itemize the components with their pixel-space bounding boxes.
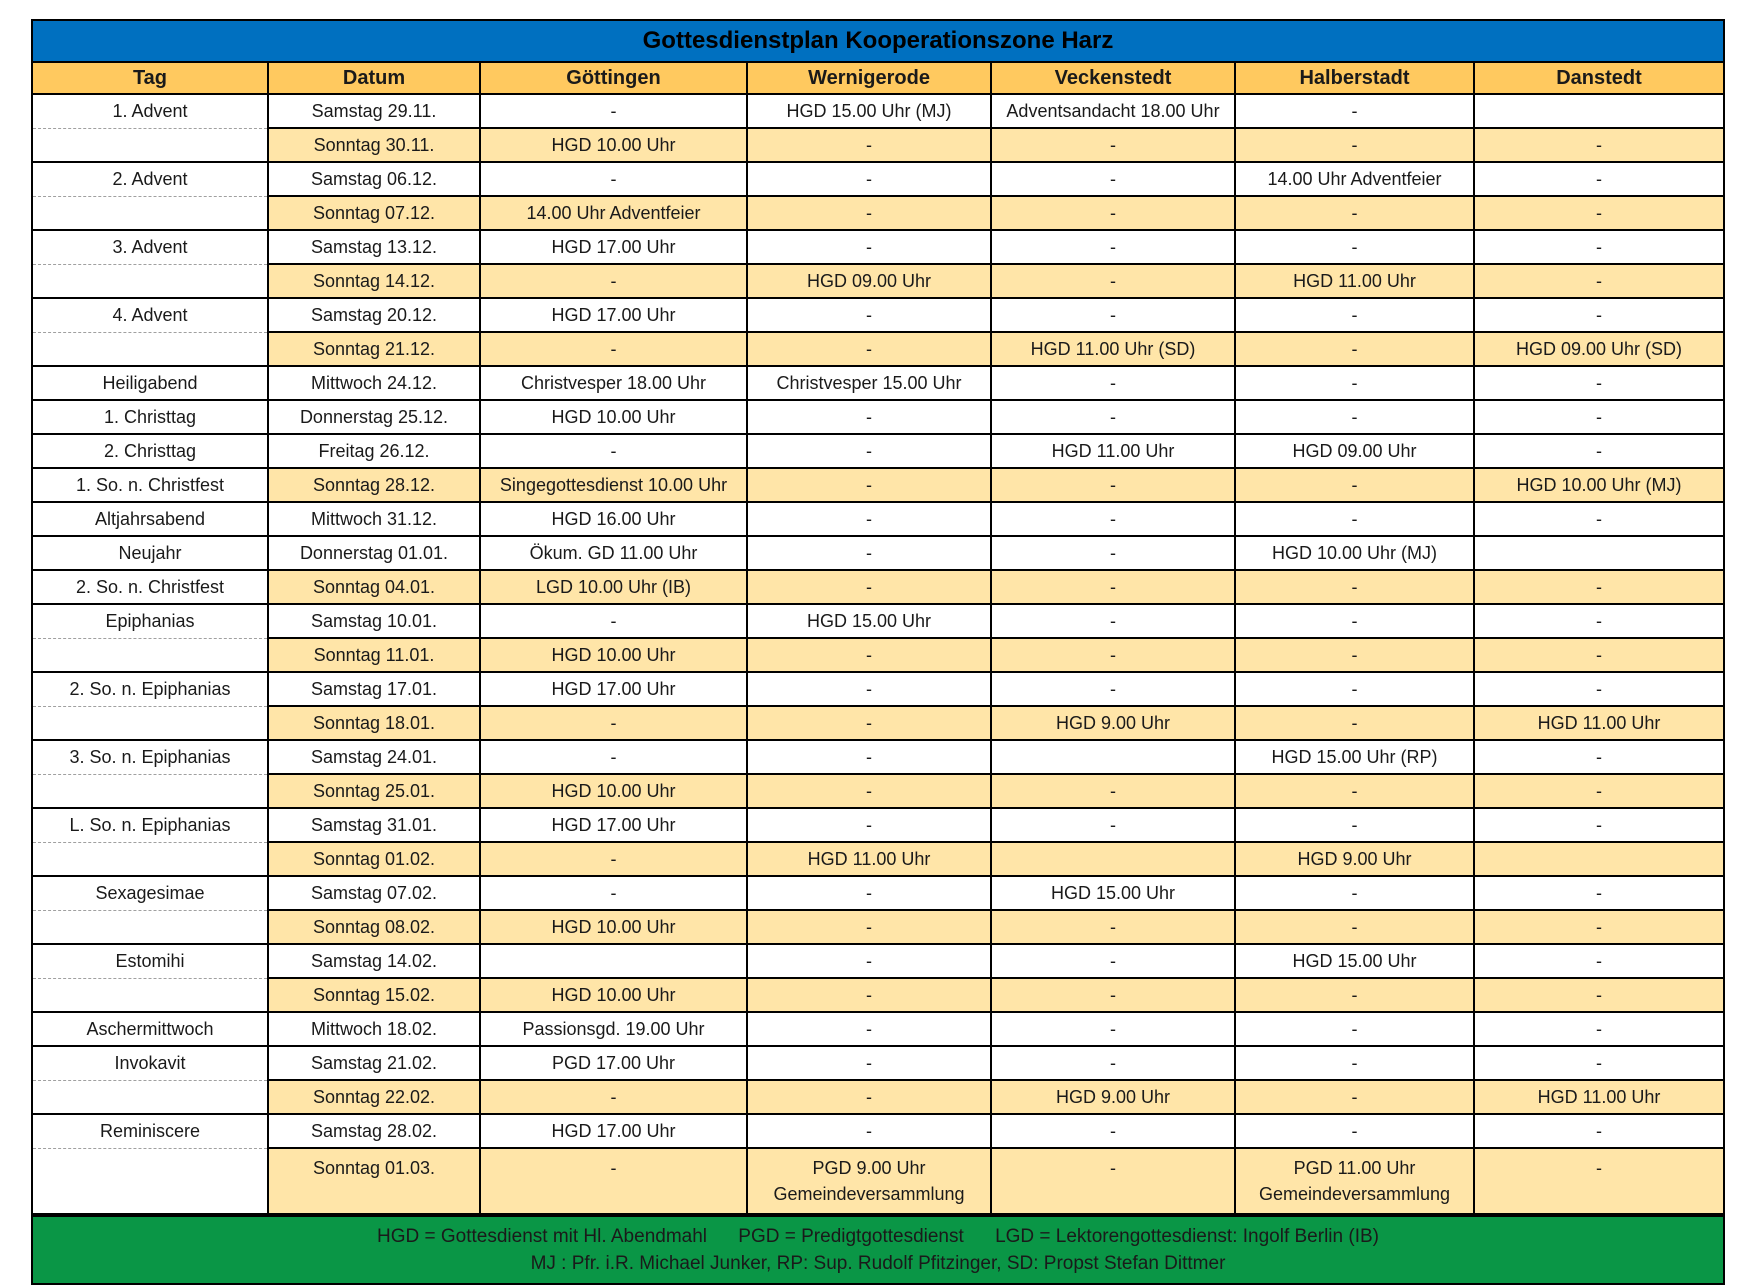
cell-goettingen: - — [480, 842, 747, 876]
cell-halberstadt: - — [1235, 332, 1474, 366]
table-row — [33, 264, 1723, 298]
table-row — [33, 366, 1723, 400]
cell-goettingen: Singegottesdienst 10.00 Uhr — [480, 468, 747, 502]
header-datum: Datum — [268, 63, 480, 94]
cell-wernigerode: - — [747, 230, 991, 264]
cell-veckenstedt: - — [991, 570, 1235, 604]
cell-veckenstedt: - — [991, 162, 1235, 196]
cell-wernigerode: - — [747, 808, 991, 842]
cell-veckenstedt: - — [991, 196, 1235, 230]
table-row — [33, 1012, 1723, 1046]
cell-goettingen: Christvesper 18.00 Uhr — [480, 366, 747, 400]
cell-tag: Reminiscere — [33, 1114, 268, 1148]
cell-veckenstedt: HGD 15.00 Uhr — [991, 876, 1235, 910]
cell-datum: Samstag 24.01. — [268, 740, 480, 774]
cell-halberstadt: HGD 09.00 Uhr — [1235, 434, 1474, 468]
cell-tag: Heiligabend — [33, 366, 268, 400]
cell-wernigerode: - — [747, 468, 991, 502]
cell-wernigerode: - — [747, 638, 991, 672]
cell-goettingen: HGD 16.00 Uhr — [480, 502, 747, 536]
cell-wernigerode: - — [747, 1080, 991, 1114]
table-row — [33, 842, 1723, 876]
cell-veckenstedt: - — [991, 366, 1235, 400]
cell-danstedt: - — [1474, 944, 1723, 978]
cell-tag — [33, 264, 268, 298]
cell-datum: Samstag 20.12. — [268, 298, 480, 332]
cell-veckenstedt: - — [991, 1012, 1235, 1046]
cell-wernigerode: - — [747, 1046, 991, 1080]
cell-datum: Samstag 31.01. — [268, 808, 480, 842]
cell-danstedt: - — [1474, 808, 1723, 842]
cell-danstedt: - — [1474, 1046, 1723, 1080]
cell-datum: Sonntag 01.03. — [268, 1148, 480, 1214]
cell-goettingen: - — [480, 434, 747, 468]
cell-veckenstedt — [991, 740, 1235, 774]
cell-goettingen: - — [480, 332, 747, 366]
cell-veckenstedt: - — [991, 230, 1235, 264]
cell-halberstadt: - — [1235, 366, 1474, 400]
cell-halberstadt: - — [1235, 808, 1474, 842]
header-veckenstedt: Veckenstedt — [991, 63, 1235, 94]
cell-wernigerode: - — [747, 400, 991, 434]
table-row — [33, 774, 1723, 808]
cell-datum: Mittwoch 24.12. — [268, 366, 480, 400]
table-row — [33, 570, 1723, 604]
cell-goettingen: - — [480, 1148, 747, 1214]
cell-goettingen: HGD 10.00 Uhr — [480, 910, 747, 944]
cell-datum: Sonntag 30.11. — [268, 128, 480, 162]
cell-wernigerode: HGD 15.00 Uhr — [747, 604, 991, 638]
cell-tag — [33, 774, 268, 808]
cell-datum: Sonntag 22.02. — [268, 1080, 480, 1114]
schedule-body — [33, 94, 1723, 1214]
cell-tag: Sexagesimae — [33, 876, 268, 910]
cell-wernigerode: - — [747, 672, 991, 706]
cell-halberstadt: - — [1235, 774, 1474, 808]
cell-goettingen: HGD 10.00 Uhr — [480, 128, 747, 162]
table-row — [33, 400, 1723, 434]
cell-veckenstedt: - — [991, 502, 1235, 536]
cell-tag — [33, 706, 268, 740]
cell-goettingen: - — [480, 740, 747, 774]
legend-pgd: PGD = Predigtgottesdienst — [738, 1226, 964, 1247]
cell-danstedt: - — [1474, 502, 1723, 536]
cell-danstedt — [1474, 94, 1723, 128]
cell-danstedt: - — [1474, 672, 1723, 706]
cell-danstedt: - — [1474, 366, 1723, 400]
cell-wernigerode: - — [747, 332, 991, 366]
cell-wernigerode: - — [747, 1012, 991, 1046]
table-row — [33, 230, 1723, 264]
cell-wernigerode: HGD 09.00 Uhr — [747, 264, 991, 298]
cell-tag: 1. Advent — [33, 94, 268, 128]
cell-goettingen: HGD 17.00 Uhr — [480, 672, 747, 706]
cell-datum: Samstag 21.02. — [268, 1046, 480, 1080]
cell-danstedt: - — [1474, 264, 1723, 298]
cell-danstedt: - — [1474, 876, 1723, 910]
cell-datum: Mittwoch 18.02. — [268, 1012, 480, 1046]
cell-wernigerode: Christvesper 15.00 Uhr — [747, 366, 991, 400]
cell-halberstadt: - — [1235, 502, 1474, 536]
cell-danstedt: - — [1474, 910, 1723, 944]
cell-halberstadt: - — [1235, 706, 1474, 740]
cell-veckenstedt: - — [991, 264, 1235, 298]
cell-goettingen: - — [480, 604, 747, 638]
cell-tag — [33, 910, 268, 944]
cell-tag: 1. Christtag — [33, 400, 268, 434]
cell-goettingen: PGD 17.00 Uhr — [480, 1046, 747, 1080]
cell-tag: Epiphanias — [33, 604, 268, 638]
cell-danstedt: - — [1474, 400, 1723, 434]
cell-wernigerode: - — [747, 162, 991, 196]
cell-tag: 1. So. n. Christfest — [33, 468, 268, 502]
cell-danstedt: - — [1474, 230, 1723, 264]
cell-veckenstedt: HGD 9.00 Uhr — [991, 706, 1235, 740]
schedule-table — [33, 63, 1723, 1215]
cell-datum: Sonntag 21.12. — [268, 332, 480, 366]
cell-wernigerode: - — [747, 536, 991, 570]
cell-halberstadt: - — [1235, 1080, 1474, 1114]
cell-halberstadt: - — [1235, 196, 1474, 230]
cell-datum: Samstag 28.02. — [268, 1114, 480, 1148]
table-row — [33, 128, 1723, 162]
header-danstedt: Danstedt — [1474, 63, 1723, 94]
cell-goettingen: - — [480, 876, 747, 910]
cell-danstedt — [1474, 536, 1723, 570]
cell-wernigerode: - — [747, 128, 991, 162]
cell-halberstadt: - — [1235, 1046, 1474, 1080]
cell-danstedt: - — [1474, 978, 1723, 1012]
cell-veckenstedt: - — [991, 468, 1235, 502]
legend-line-1 — [33, 1223, 1723, 1250]
cell-veckenstedt: - — [991, 1114, 1235, 1148]
cell-datum: Donnerstag 25.12. — [268, 400, 480, 434]
cell-datum: Sonntag 15.02. — [268, 978, 480, 1012]
cell-veckenstedt: Adventsandacht 18.00 Uhr — [991, 94, 1235, 128]
cell-halberstadt: - — [1235, 876, 1474, 910]
cell-goettingen: HGD 10.00 Uhr — [480, 400, 747, 434]
cell-veckenstedt: - — [991, 536, 1235, 570]
cell-goettingen: HGD 17.00 Uhr — [480, 808, 747, 842]
cell-halberstadt: - — [1235, 230, 1474, 264]
cell-datum: Samstag 10.01. — [268, 604, 480, 638]
cell-tag — [33, 1148, 268, 1214]
cell-danstedt: - — [1474, 604, 1723, 638]
cell-wernigerode: PGD 9.00 Uhr Gemeindeversammlung — [747, 1148, 991, 1214]
cell-datum: Samstag 17.01. — [268, 672, 480, 706]
table-row — [33, 468, 1723, 502]
cell-danstedt: - — [1474, 1114, 1723, 1148]
cell-halberstadt: - — [1235, 978, 1474, 1012]
cell-wernigerode: - — [747, 570, 991, 604]
cell-halberstadt: 14.00 Uhr Adventfeier — [1235, 162, 1474, 196]
cell-tag: Estomihi — [33, 944, 268, 978]
cell-halberstadt: HGD 10.00 Uhr (MJ) — [1235, 536, 1474, 570]
cell-goettingen: Ökum. GD 11.00 Uhr — [480, 536, 747, 570]
cell-datum: Sonntag 18.01. — [268, 706, 480, 740]
cell-halberstadt: PGD 11.00 Uhr Gemeindeversammlung — [1235, 1148, 1474, 1214]
cell-wernigerode: - — [747, 978, 991, 1012]
cell-wernigerode: - — [747, 434, 991, 468]
cell-veckenstedt: - — [991, 774, 1235, 808]
cell-halberstadt: - — [1235, 1012, 1474, 1046]
cell-veckenstedt — [991, 842, 1235, 876]
cell-wernigerode: - — [747, 706, 991, 740]
cell-tag: 3. So. n. Epiphanias — [33, 740, 268, 774]
cell-tag: Invokavit — [33, 1046, 268, 1080]
cell-datum: Sonntag 14.12. — [268, 264, 480, 298]
table-row — [33, 808, 1723, 842]
cell-goettingen — [480, 944, 747, 978]
cell-halberstadt: - — [1235, 400, 1474, 434]
cell-wernigerode: HGD 11.00 Uhr — [747, 842, 991, 876]
cell-danstedt: - — [1474, 162, 1723, 196]
table-row — [33, 162, 1723, 196]
table-row — [33, 910, 1723, 944]
cell-goettingen: - — [480, 264, 747, 298]
cell-tag: 3. Advent — [33, 230, 268, 264]
cell-goettingen: LGD 10.00 Uhr (IB) — [480, 570, 747, 604]
cell-datum: Sonntag 25.01. — [268, 774, 480, 808]
table-row — [33, 706, 1723, 740]
cell-danstedt: - — [1474, 434, 1723, 468]
cell-wernigerode: - — [747, 298, 991, 332]
schedule-sheet — [31, 19, 1725, 1285]
cell-tag: 2. So. n. Epiphanias — [33, 672, 268, 706]
cell-veckenstedt: HGD 11.00 Uhr (SD) — [991, 332, 1235, 366]
cell-wernigerode: - — [747, 910, 991, 944]
cell-danstedt: HGD 11.00 Uhr — [1474, 706, 1723, 740]
cell-wernigerode: - — [747, 502, 991, 536]
cell-goettingen: HGD 10.00 Uhr — [480, 638, 747, 672]
cell-tag: Neujahr — [33, 536, 268, 570]
cell-datum: Samstag 07.02. — [268, 876, 480, 910]
cell-halberstadt: - — [1235, 298, 1474, 332]
cell-veckenstedt: - — [991, 910, 1235, 944]
legend-lgd: LGD = Lektorengottesdienst: Ingolf Berlin (IB) — [995, 1226, 1379, 1247]
cell-tag: Altjahrsabend — [33, 502, 268, 536]
cell-danstedt: - — [1474, 128, 1723, 162]
table-row — [33, 332, 1723, 366]
cell-veckenstedt: - — [991, 1148, 1235, 1214]
cell-veckenstedt: - — [991, 978, 1235, 1012]
cell-goettingen: HGD 10.00 Uhr — [480, 774, 747, 808]
cell-veckenstedt: HGD 9.00 Uhr — [991, 1080, 1235, 1114]
cell-halberstadt: - — [1235, 94, 1474, 128]
cell-halberstadt: - — [1235, 672, 1474, 706]
cell-veckenstedt: - — [991, 944, 1235, 978]
cell-halberstadt: - — [1235, 1114, 1474, 1148]
cell-danstedt: - — [1474, 740, 1723, 774]
cell-halberstadt: - — [1235, 910, 1474, 944]
cell-veckenstedt: - — [991, 128, 1235, 162]
cell-wernigerode: - — [747, 876, 991, 910]
cell-veckenstedt: - — [991, 638, 1235, 672]
table-row — [33, 1080, 1723, 1114]
legend-persons: MJ : Pfr. i.R. Michael Junker, RP: Sup. Rudolf Pfitzinger, SD: Propst Stefan Dittmer — [530, 1253, 1226, 1274]
table-row — [33, 434, 1723, 468]
legend-hgd: HGD = Gottesdienst mit Hl. Abendmahl — [377, 1226, 708, 1247]
cell-danstedt: - — [1474, 570, 1723, 604]
cell-datum: Samstag 14.02. — [268, 944, 480, 978]
cell-goettingen: HGD 17.00 Uhr — [480, 1114, 747, 1148]
cell-danstedt — [1474, 842, 1723, 876]
cell-halberstadt: - — [1235, 468, 1474, 502]
table-row — [33, 1148, 1723, 1214]
cell-danstedt: - — [1474, 1148, 1723, 1214]
cell-datum: Mittwoch 31.12. — [268, 502, 480, 536]
cell-datum: Sonntag 04.01. — [268, 570, 480, 604]
cell-veckenstedt: HGD 11.00 Uhr — [991, 434, 1235, 468]
cell-datum: Sonntag 01.02. — [268, 842, 480, 876]
cell-tag — [33, 332, 268, 366]
cell-goettingen: HGD 17.00 Uhr — [480, 298, 747, 332]
table-row — [33, 672, 1723, 706]
header-goettingen: Göttingen — [480, 63, 747, 94]
cell-wernigerode: - — [747, 774, 991, 808]
cell-danstedt: - — [1474, 196, 1723, 230]
cell-veckenstedt: - — [991, 808, 1235, 842]
cell-datum: Sonntag 28.12. — [268, 468, 480, 502]
cell-tag: 4. Advent — [33, 298, 268, 332]
cell-halberstadt: - — [1235, 570, 1474, 604]
cell-datum: Sonntag 07.12. — [268, 196, 480, 230]
header-row — [33, 63, 1723, 94]
cell-datum: Samstag 13.12. — [268, 230, 480, 264]
cell-halberstadt: HGD 11.00 Uhr — [1235, 264, 1474, 298]
header-halberstadt: Halberstadt — [1235, 63, 1474, 94]
cell-tag — [33, 128, 268, 162]
cell-tag — [33, 196, 268, 230]
cell-wernigerode: - — [747, 944, 991, 978]
cell-goettingen: 14.00 Uhr Adventfeier — [480, 196, 747, 230]
cell-danstedt: HGD 09.00 Uhr (SD) — [1474, 332, 1723, 366]
table-row — [33, 604, 1723, 638]
header-wernigerode: Wernigerode — [747, 63, 991, 94]
schedule-title: Gottesdienstplan Kooperationszone Harz — [33, 21, 1723, 63]
cell-veckenstedt: - — [991, 1046, 1235, 1080]
cell-tag — [33, 638, 268, 672]
legend — [33, 1215, 1723, 1283]
cell-tag: L. So. n. Epiphanias — [33, 808, 268, 842]
cell-wernigerode: HGD 15.00 Uhr (MJ) — [747, 94, 991, 128]
table-row — [33, 94, 1723, 128]
cell-danstedt: - — [1474, 638, 1723, 672]
table-row — [33, 196, 1723, 230]
table-row — [33, 502, 1723, 536]
cell-tag: 2. Advent — [33, 162, 268, 196]
cell-goettingen: - — [480, 1080, 747, 1114]
table-row — [33, 298, 1723, 332]
cell-goettingen: - — [480, 706, 747, 740]
table-row — [33, 944, 1723, 978]
cell-datum: Samstag 29.11. — [268, 94, 480, 128]
cell-danstedt: - — [1474, 1012, 1723, 1046]
cell-danstedt: - — [1474, 298, 1723, 332]
cell-goettingen: - — [480, 94, 747, 128]
cell-halberstadt: HGD 15.00 Uhr (RP) — [1235, 740, 1474, 774]
cell-tag — [33, 978, 268, 1012]
cell-halberstadt: - — [1235, 638, 1474, 672]
cell-wernigerode: - — [747, 740, 991, 774]
cell-tag: Aschermittwoch — [33, 1012, 268, 1046]
table-row — [33, 1114, 1723, 1148]
cell-halberstadt: HGD 15.00 Uhr — [1235, 944, 1474, 978]
cell-tag: 2. So. n. Christfest — [33, 570, 268, 604]
cell-goettingen: Passionsgd. 19.00 Uhr — [480, 1012, 747, 1046]
table-row — [33, 740, 1723, 774]
cell-halberstadt: - — [1235, 128, 1474, 162]
cell-goettingen: HGD 10.00 Uhr — [480, 978, 747, 1012]
cell-tag — [33, 842, 268, 876]
cell-tag — [33, 1080, 268, 1114]
cell-goettingen: - — [480, 162, 747, 196]
cell-veckenstedt: - — [991, 400, 1235, 434]
cell-halberstadt: HGD 9.00 Uhr — [1235, 842, 1474, 876]
cell-datum: Donnerstag 01.01. — [268, 536, 480, 570]
cell-tag: 2. Christtag — [33, 434, 268, 468]
cell-danstedt: HGD 10.00 Uhr (MJ) — [1474, 468, 1723, 502]
cell-danstedt: HGD 11.00 Uhr — [1474, 1080, 1723, 1114]
table-row — [33, 1046, 1723, 1080]
cell-datum: Sonntag 11.01. — [268, 638, 480, 672]
cell-veckenstedt: - — [991, 298, 1235, 332]
cell-halberstadt: - — [1235, 604, 1474, 638]
cell-datum: Freitag 26.12. — [268, 434, 480, 468]
table-row — [33, 638, 1723, 672]
cell-datum: Sonntag 08.02. — [268, 910, 480, 944]
cell-wernigerode: - — [747, 1114, 991, 1148]
cell-veckenstedt: - — [991, 604, 1235, 638]
table-row — [33, 876, 1723, 910]
cell-goettingen: HGD 17.00 Uhr — [480, 230, 747, 264]
cell-danstedt: - — [1474, 774, 1723, 808]
table-row — [33, 536, 1723, 570]
cell-datum: Samstag 06.12. — [268, 162, 480, 196]
header-tag: Tag — [33, 63, 268, 94]
cell-wernigerode: - — [747, 196, 991, 230]
table-row — [33, 978, 1723, 1012]
cell-veckenstedt: - — [991, 672, 1235, 706]
